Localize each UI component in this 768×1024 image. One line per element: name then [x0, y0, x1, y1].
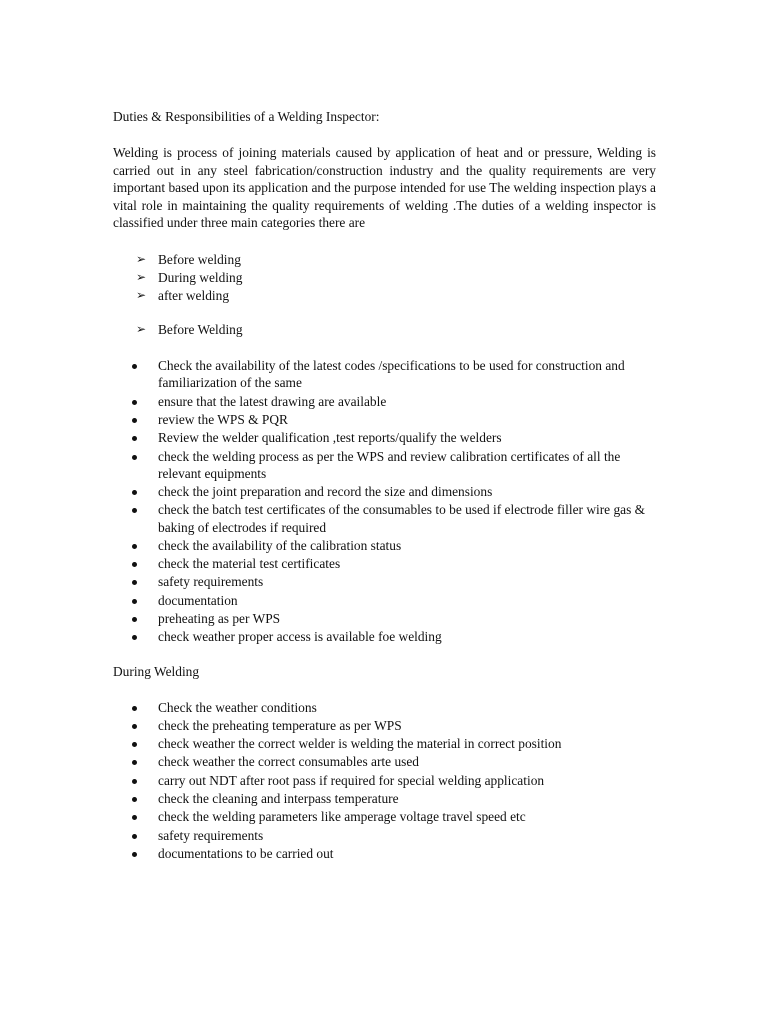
during-welding-list [113, 699, 656, 863]
list-item: check weather the correct consumables arte used [113, 753, 656, 770]
list-item: check weather the correct welder is welding the material in correct position [113, 735, 656, 752]
list-item: ensure that the latest drawing are available [113, 393, 656, 410]
list-item: check weather proper access is available foe welding [113, 628, 656, 645]
list-item: check the material test certificates [113, 555, 656, 572]
intro-paragraph: Welding is process of joining materials caused by application of heat and or pressure, Welding is carried out in any steel fabrication/construction industry and the quality requirements are very important based upon its application and the purpose intended for use The welding inspection plays a vital role in maintaining the quality requirements of welding .The duties of a welding inspector is classified under three main categories there are [113, 145, 656, 231]
arrow-bullet-icon: ➢ [136, 251, 147, 266]
before-heading-list [113, 321, 656, 339]
bullet-icon [132, 418, 137, 423]
document-page [113, 108, 656, 863]
list-item: check the cleaning and interpass temperature [113, 790, 656, 807]
bullet-icon [132, 760, 137, 765]
bullet-icon [132, 852, 137, 857]
arrow-bullet-icon: ➢ [136, 322, 147, 337]
list-item: documentation [113, 592, 656, 609]
bullet-icon [132, 490, 137, 495]
bullet-icon [132, 797, 137, 802]
bullet-icon [132, 544, 137, 549]
list-item: Check the weather conditions [113, 699, 656, 716]
bullet-icon [132, 508, 137, 513]
bullet-icon [132, 834, 137, 839]
bullet-icon [132, 562, 137, 567]
list-item: check the preheating temperature as per WPS [113, 717, 656, 734]
section-heading-before: ➢ Before Welding [136, 322, 243, 338]
bullet-icon [132, 364, 137, 369]
list-item: check the batch test certificates of the consumables to be used if electrode filler wire gas & baking of electrodes if required [113, 501, 656, 535]
category-item: ➢ During welding [136, 269, 243, 285]
bullet-icon [132, 455, 137, 460]
arrow-bullet-icon: ➢ [136, 287, 147, 302]
list-item: check the availability of the calibration status [113, 537, 656, 554]
list-item: carry out NDT after root pass if required for special welding application [113, 772, 656, 789]
document-title: Duties & Responsibilities of a Welding Inspector: [113, 109, 380, 124]
category-list [113, 251, 656, 304]
bullet-icon [132, 599, 137, 604]
bullet-icon [132, 742, 137, 747]
bullet-icon [132, 706, 137, 711]
list-item: Review the welder qualification ,test reports/qualify the welders [113, 429, 656, 446]
bullet-icon [132, 724, 137, 729]
bullet-icon [132, 815, 137, 820]
list-item: documentations to be carried out [113, 845, 656, 862]
list-item: review the WPS & PQR [113, 411, 656, 428]
category-item: ➢ after welding [136, 287, 230, 303]
list-item: check the welding process as per the WPS and review calibration certificates of all the relevant equipments [113, 448, 656, 482]
list-item: preheating as per WPS [113, 610, 656, 627]
category-item: ➢ Before welding [136, 251, 241, 267]
list-item: check the joint preparation and record the size and dimensions [113, 483, 656, 500]
list-item: check the welding parameters like amperage voltage travel speed etc [113, 808, 656, 825]
bullet-icon [132, 436, 137, 441]
arrow-bullet-icon: ➢ [136, 269, 147, 284]
section-heading-during: During Welding [113, 663, 200, 679]
bullet-icon [132, 580, 137, 585]
list-item: Check the availability of the latest codes /specifications to be used for construction and familiarization of the same [113, 357, 656, 391]
list-item: safety requirements [113, 827, 656, 844]
before-welding-list [113, 357, 656, 645]
bullet-icon [132, 617, 137, 622]
bullet-icon [132, 400, 137, 405]
list-item: safety requirements [113, 573, 656, 590]
bullet-icon [132, 635, 137, 640]
bullet-icon [132, 779, 137, 784]
